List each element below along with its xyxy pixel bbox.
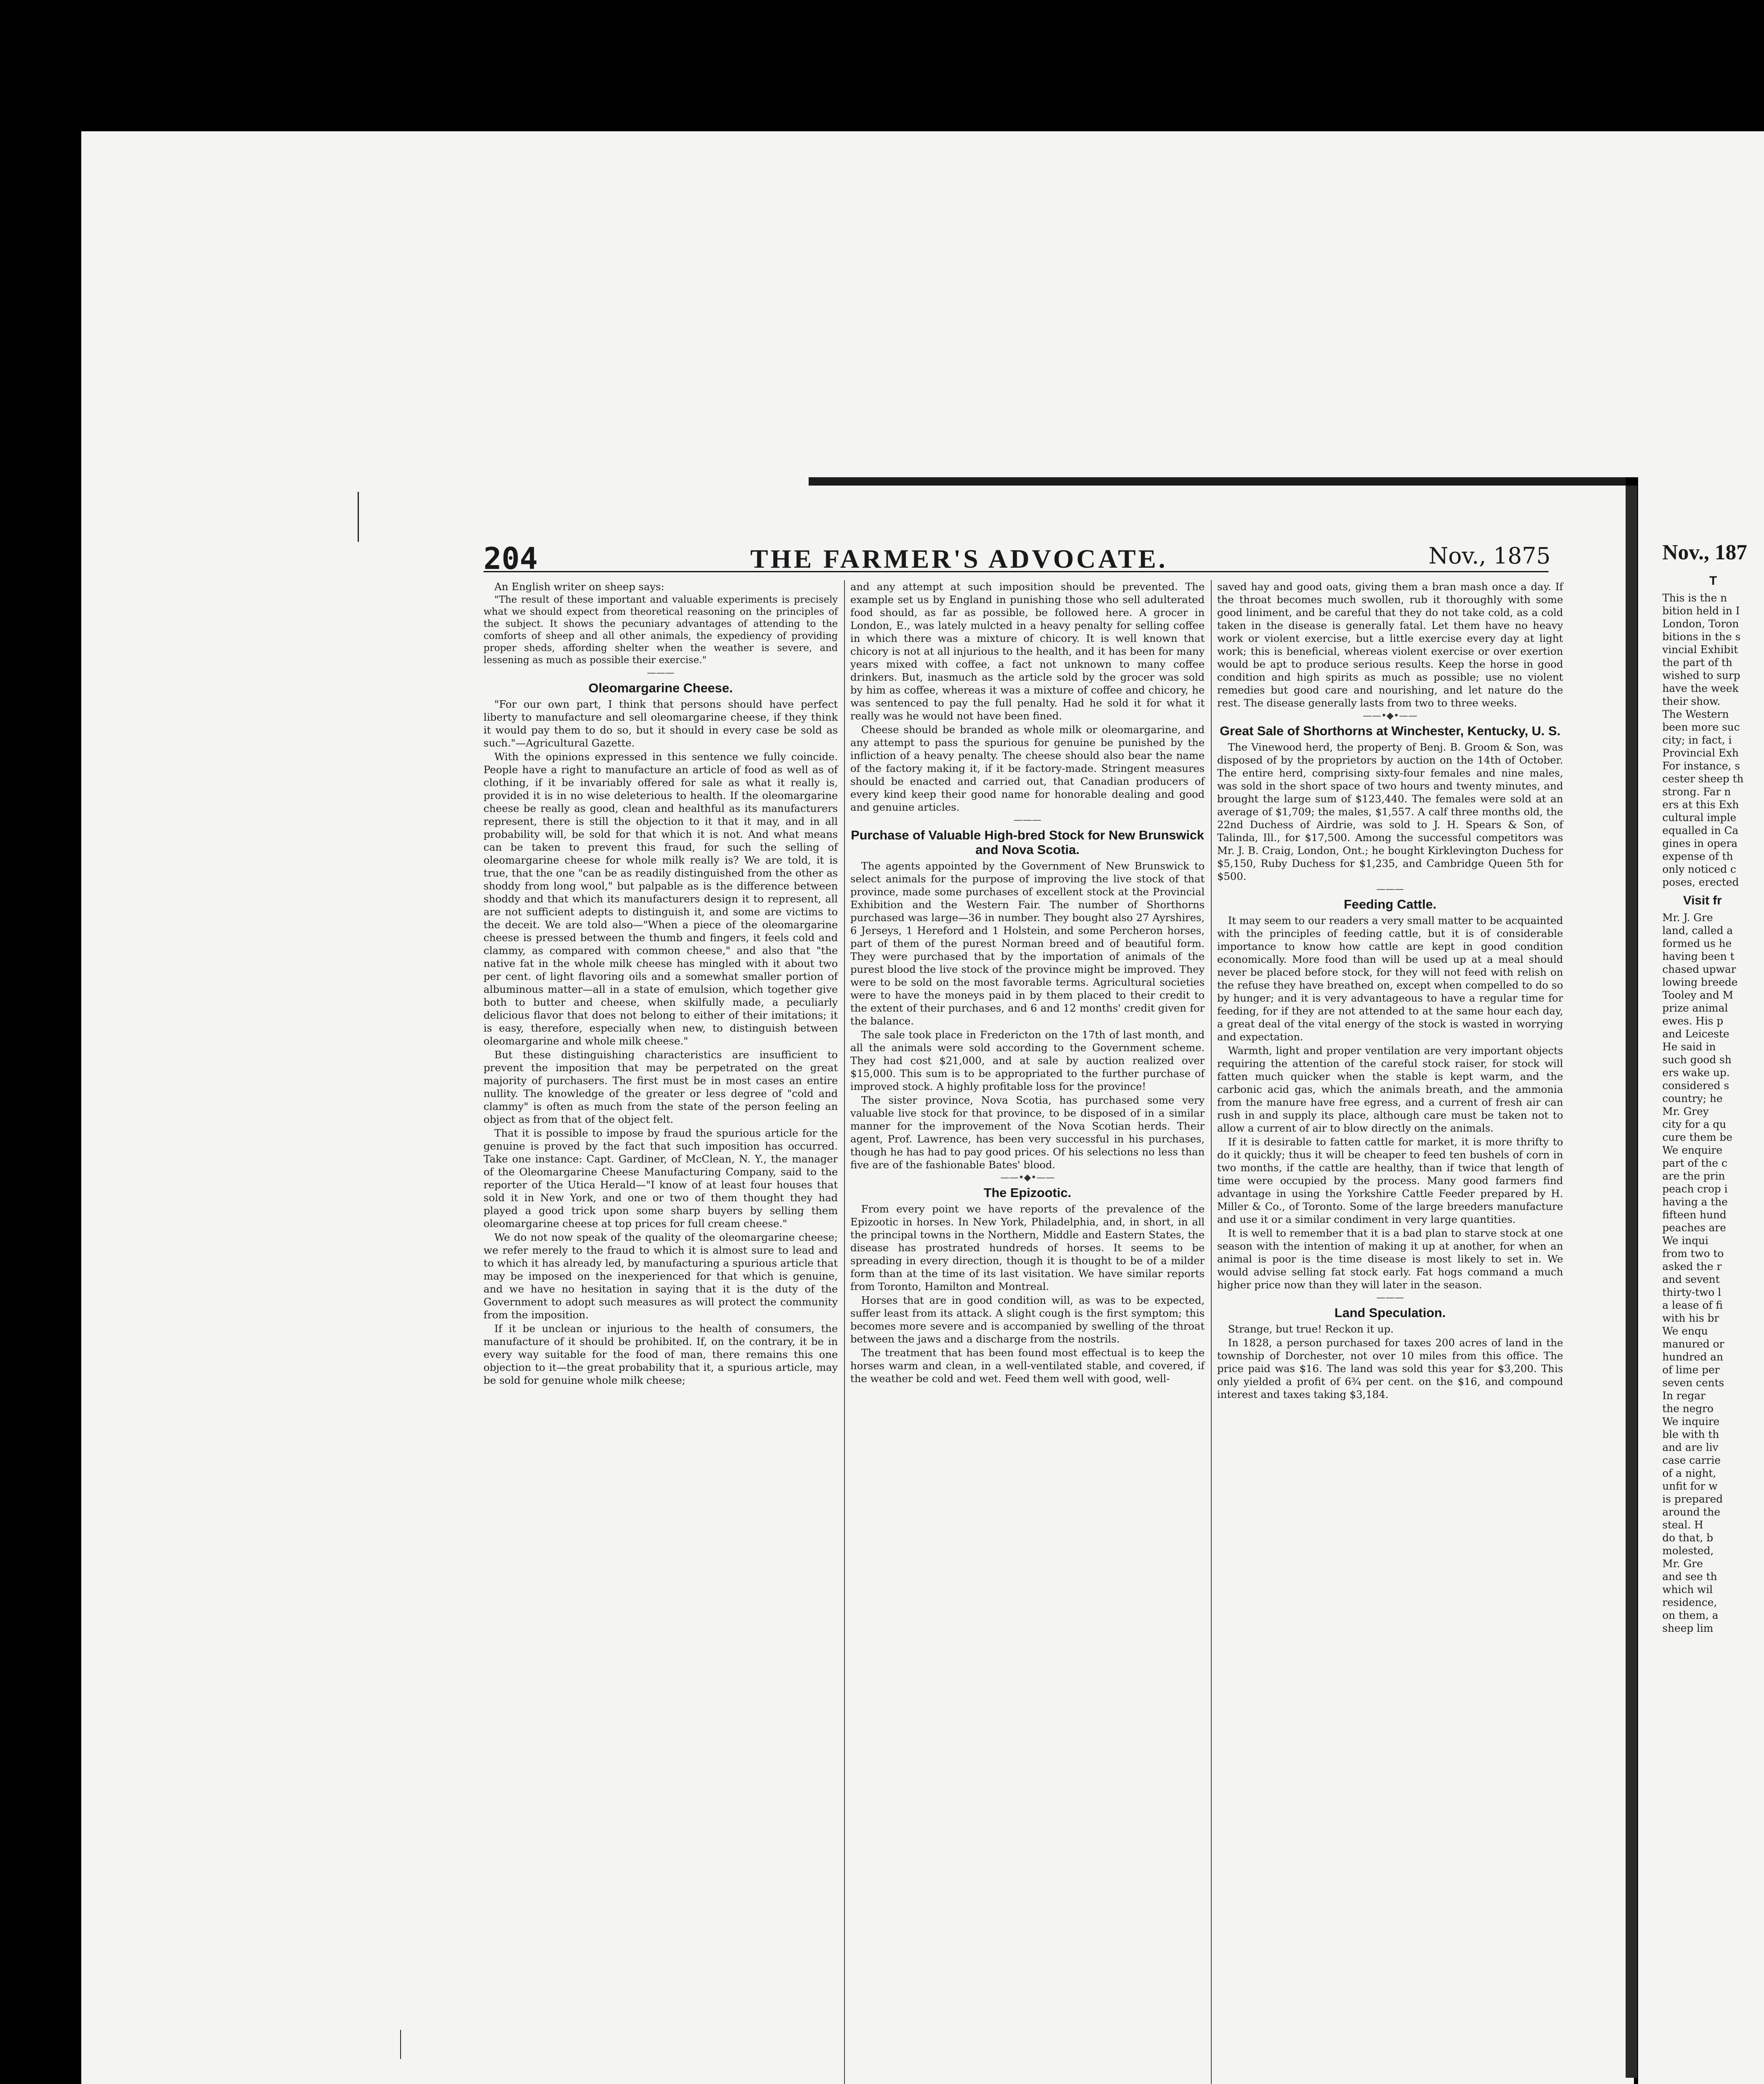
article-paragraph: The sister province, Nova Scotia, has purchased some very valuable live stock for that province, to be disposed of in a similar manner for the improvement of the Nova Scotian herds. Their agent, Prof. Lawrence, has been very successful in his purchases, though he has had to pay good prices. Of his selections no less than five are of the fashionable Bates' blood. [850,1094,1205,1171]
article-paragraph: and any attempt at such imposition should be prevented. The example set us by England in punishing those who sell adulterated food should, as far as possible, be followed here. A grocer in London, E., was lately mulcted in a heavy penalty for selling coffee in which there was a mixture of chicory. It is well known that chicory is not at all injurious to the health, and it has been for many years mixed with coffee, a fact not unknown to many coffee drinkers. But, inasmuch as the article sold by the grocer was sold by him as coffee, whereas it was a mixture of coffee and chicory, he was sentenced to pay the full penalty. Had he sold it for what it really was he would not have been fined. [850,581,1205,722]
text-line: formed us he [1662,937,1732,949]
text-line: gines in opera [1662,837,1738,849]
article-paragraph: "For our own part, I think that persons should have perfect liberty to manufacture and sell oleomargarine cheese, if they think it would pay them to do so, but it should in every case be sold as such."—Agricultural Gazette. [484,698,838,749]
text-line: case carrie [1662,1454,1721,1466]
text-line: having been t [1662,950,1734,962]
text-line: chased upwar [1662,963,1736,975]
article-paragraph: Cheese should be branded as whole milk or oleomargarine, and any attempt to pass the spurious for genuine be punished by the infliction of a heavy penalty. The cheese should also bear the name of the factory making it, if it be factory-made. Stringent measures should be enacted and carried out, that Canadian producers of every kind keep their good name for honorable dealing and good and genuine articles. [850,724,1205,813]
text-line: and sevent [1662,1273,1720,1285]
article-headline: The Epizootic. [983,1185,1072,1200]
article-paragraph: It is well to remember that it is a bad plan to starve stock at one season with the intention of making it up at another, for when an animal is poor is the time disease is most likely to set in. We would advise selling fat stock early. Fat hogs command a much higher price now than they will later in the season. [1217,1227,1563,1291]
article-paragraph: An English writer on sheep says: [494,581,664,593]
text-line: In regar [1662,1390,1706,1402]
text-line: have the week [1662,682,1739,694]
article-paragraph: The Vinewood herd, the property of Benj. B. Groom & Son, was disposed of by the proprietors by auction on the 14th of October. The entire herd, comprising sixty-four females and nine males, was sold in the short space of two hours and twenty minutes, and brought the large sum of $123,440. The females were sold at an average of $1,709; the males, $1,557. A calf three months old, the 22nd Duchess of Airdrie, was sold to J. H. Spears & Son, of Talinda, Ill., for $17,500. Among the successful competitors was Mr. J. B. Craig, London, Ont.; he bought Kirklevington Duchess for $5,150, Ruby Duchess for $1,235, and Cambridge Queen 5th for $500. [1217,741,1563,882]
section-separator: ——— [1014,815,1041,825]
text-line: Tooley and M [1662,989,1734,1001]
text-line: the part of th [1662,656,1733,669]
text-line: city; in fact, i [1662,734,1732,746]
text-line: of lime per [1662,1364,1720,1376]
text-line: unfit for w [1662,1480,1718,1492]
text-line: seven cents [1662,1377,1724,1389]
text-line: with his br [1662,1312,1719,1324]
text-line: city for a qu [1662,1118,1726,1130]
text-line: do that, b [1662,1532,1713,1544]
article-paragraph: The agents appointed by the Government of New Brunswick to select animals for the purpose of improving the live stock of that province, made some purchases of excellent stock at the Provincial Exhibition and the Western Fair. The number of Shorthorns purchased was large—36 in number. They bought also 27 Ayrshires, 6 Jerseys, 1 Hereford and 1 Holstein, and some Percheron horses, part of them of the purest Norman breed and of beautiful form. They were purchased that by the importation of animals of the purest blood the live stock of the province might be improved. They were to be sold on the most favorable terms. Agricultural societies were to have the moneys paid in by them placed to their credit to the extent of their purchases, and 6 and 12 months' credit given for the balance. [850,860,1205,1027]
text-line: Mr. J. Gre [1662,912,1713,924]
text-line: and Leiceste [1662,1028,1729,1040]
article-paragraph: That it is possible to impose by fraud the spurious article for the genuine is proved by the fact that such imposition has occurred. Take one instance: Capt. Gardiner, of McClean, N. Y., the manager of the Oleomargarine Cheese Manufacturing Company, said to the reporter of the Utica Herald—"I know of at least four houses that sold it in New York, and one or two of them thought they had played a good trick upon some sharp buyers by selling them oleomargarine cheese at top prices for full cream cheese." [484,1127,838,1230]
next-page-subhead: Visit fr [1683,894,1722,907]
article-paragraph: With the opinions expressed in this sentence we fully coincide. People have a right to manufacture an article of food as well as of clothing, if it be invariably offered for sale as what it really is, provided it is in no wise deleterious to health. If the oleomargarine cheese be really as good, clean and healthful as its manufacturers represent, there is still the objection to it that it may, and in all probability will, be sold for that which it is not. And what means can be taken to prevent this fraud, for such the selling of oleomargarine cheese for whole milk really is? We are told, it is true, that the one "can be as readily distinguished from the other as shoddy from long wool," but palpable as is the difference between shoddy and that which its manufacturers design it to represent, all are not sufficient adepts to distinguish it, and some are victims to the deceit. We are told also—"When a piece of the oleomargarine cheese is pressed between the thumb and fingers, it feels cold and clammy, as compared with common cheese," and also that "the native fat in the whole milk cheese has mingled with it about two per cent. of light flavoring oils and a somewhat smaller portion of albuminous matter—all in a state of emulsion, which together give both to butter and cheese, when skilfully made, a peculiarly delicious flavor that does not belong to either of their imitations; it is easy, therefore, especially when new, to distinguish between oleomargarine and whole milk cheese." [484,751,838,1047]
article-paragraph: If it be unclean or injurious to the health of consumers, the manufacture of it should be prohibited. If, on the contrary, it be in every way suitable for the food of man, there remains this one objection to it—the great probability that it, a spurious article, may be sold for genuine whole milk cheese; [484,1323,838,1386]
text-line: on them, a [1662,1609,1719,1621]
text-line: ers at this Exh [1662,799,1739,811]
text-line: cultural imple [1662,812,1736,824]
text-line: cester sheep th [1662,773,1744,785]
text-line: considered s [1662,1080,1729,1092]
text-line: ers wake up. [1662,1067,1730,1079]
page-number: 204 [484,541,538,576]
text-line: of a night, [1662,1467,1716,1479]
next-page-fragment [1654,538,1764,2059]
text-line: asked the r [1662,1260,1722,1272]
text-line: fifteen hund [1662,1209,1726,1221]
section-separator: ——•◆•—— [1363,711,1418,721]
text-line: bition held in I [1662,605,1740,617]
text-line: and see th [1662,1571,1717,1583]
text-line: strong. Far n [1662,786,1731,798]
text-line: We inquire [1662,1415,1720,1428]
text-line: thirty-two l [1662,1286,1721,1298]
next-page-date: Nov., 187 [1662,541,1747,564]
text-line: equalled in Ca [1662,824,1739,837]
issue-date: Nov., 1875 [1428,543,1551,569]
text-line: For instance, s [1662,760,1740,772]
text-line: sheep lim [1662,1622,1714,1634]
text-line: vincial Exhibit [1662,644,1738,656]
text-line: wished to surp [1662,669,1740,681]
text-line: lowing breede [1662,976,1738,988]
next-page-text [1654,591,1764,889]
masthead-rule [484,571,1549,572]
text-line: He said in [1662,1041,1716,1053]
text-line: and are liv [1662,1441,1719,1453]
text-line: London, Toron [1662,618,1739,630]
column-divider [1211,580,1212,2084]
text-line: from two to [1662,1247,1724,1260]
text-line: peaches are [1662,1222,1726,1234]
upper-page-shadow [809,477,1626,486]
article-paragraph: In 1828, a person purchased for taxes 200 acres of land in the township of Dorchester, not over 10 miles from this office. The price paid was $16. The land was sold this year for $3,200. This only yielded a profit of 6¾ per cent. on the $16, and compound interest and taxes taking $3,184. [1217,1337,1563,1400]
section-separator: ——— [1376,1292,1404,1303]
text-line: around the [1662,1506,1721,1518]
text-line: having a the [1662,1196,1728,1208]
text-line: We inqui [1662,1235,1709,1247]
article-paragraph: If it is desirable to fatten cattle for market, it is more thrifty to do it quickly; thus it will be cheaper to feed ten bushels of corn in two months, if the cattle are healthy, than if twice that length of time were occupied by the process. Many good farmers find advantage in using the Yorkshire Cattle Feeder prepared by H. Miller & Co., of Toronto. Some of the large breeders manufacture and use it or a similar condiment in very large quantities. [1217,1136,1563,1225]
column-1 [484,580,838,1388]
text-line: Provincial Exh [1662,747,1739,759]
article-paragraph: Horses that are in good condition will, as was to be expected, suffer least from its attack. A slight cough is the first symptom; this becomes more severe and is accompanied by swelling of the throat between the jaws and a discharge from the nostrils. [850,1294,1205,1345]
text-line: Mr. Grey [1662,1105,1709,1117]
text-line: are the prin [1662,1170,1725,1182]
next-page-text-2 [1654,911,1764,1635]
page-fold-shadow [1626,486,1637,2078]
article-paragraph: It may seem to our readers a very small matter to be acquainted with the principles of feeding cattle, but it is of considerable importance to know how cattle are kept in good condition economically. More food than will be used up at a meal should never be placed before stock, for they will not feed with relish on the refuse they have breathed on, except when compelled to do so by hunger; and it is very advantageous to have a regular time for feeding, for if they are not attended to at the same hour each day, a great deal of the vital energy of the stock is wasted in worrying and expectation. [1217,914,1563,1043]
text-line: We enquire [1662,1144,1723,1156]
column-3 [1217,580,1563,1402]
text-line: prize animal [1662,1002,1728,1014]
text-line: which wil [1662,1583,1713,1596]
article-paragraph: From every point we have reports of the prevalence of the Epizootic in horses. In New York, Philadelphia, and, in short, in all the principal towns in the Northern, Middle and Eastern States, the disease has prostrated hundreds of horses. It seems to be spreading in every direction, though it is thought to be of a milder form than at the time of its last visitation. We have similar reports from Toronto, Hamilton and Montreal. [850,1203,1205,1292]
text-line: residence, [1662,1596,1717,1608]
text-line: peach crop i [1662,1183,1728,1195]
column-2 [850,580,1205,1386]
text-line: steal. H [1662,1519,1704,1531]
article-paragraph: saved hay and good oats, giving them a bran mash once a day. If the throat becomes much swollen, rub it thoroughly with some good liniment, and be careful that they do not take cold, as a cold taken in the disease is generally fatal. Let them have no heavy work or violent exercise, but a little exercise every day at light work; this is beneficial, whereas violent exercise or over exertion would be apt to produce serious results. Keep the horse in good condition and high spirits as much as possible; use no violent remedies but good care and nourishing, and let nature do the rest. The disease generally lasts from two to three weeks. [1217,581,1563,709]
newspaper-title: THE FARMER'S ADVOCATE. [750,544,1168,574]
article-paragraph: "The result of these important and valuable experiments is precisely what we should expect from theoretical reasoning on the principles of the subject. It shows the pecuniary advantages of attending to the comforts of sheep and all other animals, the expediency of providing proper sheds, affording shelter when the weather is severe, and lessening as much as possible their exercise." [484,594,838,666]
article-headline: Purchase of Valuable High-bred Stock for New Brunswick and Nova Scotia. [851,828,1204,857]
text-line: such good sh [1662,1054,1731,1066]
text-line: a lease of fi [1662,1299,1723,1311]
section-separator: ——— [647,668,674,678]
text-line: is prepared [1662,1493,1723,1505]
text-line: Mr. Gre [1662,1558,1703,1570]
text-line: poses, erected [1662,876,1739,888]
text-line: land, called a [1662,924,1733,937]
text-line: molested, [1662,1545,1714,1557]
text-line: hundred an [1662,1351,1724,1363]
article-headline: Feeding Cattle. [1343,897,1437,912]
text-line: The Western [1662,708,1729,720]
article-headline: Oleomargarine Cheese. [588,681,733,695]
text-line: bitions in the s [1662,631,1741,643]
column-divider [844,580,845,2084]
scan-mark [358,492,359,542]
article-paragraph: We do not now speak of the quality of the oleomargarine cheese; we refer merely to the fraud to which it is almost sure to lead and to which it has already led, by manufacturing a spurious article that may be imposed on the inexperienced for that which is genuine, and we have no hesitation in saying that it is the duty of the Government to adopt such measures as will protect the community from the imposition. [484,1231,838,1321]
article-paragraph: Warmth, light and proper ventilation are very important objects requiring the attention of the careful stock raiser, for stock will fatten much quicker when the stable is kept warm, and the carbonic acid gas, which the animals breath, and the ammonia from the manure have free egress, and a current of fresh air can rush in and supply its place, although care must be taken not to allow a current of air to blow directly on the animals. [1217,1045,1563,1134]
text-line: This is the n [1662,592,1727,604]
upper-page-sheet [81,131,1764,477]
text-line: manured or [1662,1338,1724,1350]
text-line: ewes. His p [1662,1015,1724,1027]
bottom-scan-border [1638,2057,1764,2084]
text-line: the negro [1662,1403,1714,1415]
article-paragraph: The sale took place in Fredericton on the 17th of last month, and all the animals were sold according to the Government scheme. They had cost $21,000, and at sale by auction realized over $15,000. This sum is to be appropriated to the further purchase of improved stock. A highly profitable loss for the province! [850,1029,1205,1092]
text-line: only noticed c [1662,863,1736,875]
section-separator: ——•◆•—— [1000,1172,1055,1183]
text-line: We enqu [1662,1325,1708,1337]
text-line: country; he [1662,1092,1723,1105]
text-line: been more suc [1662,721,1740,733]
page-masthead [484,541,1551,576]
article-paragraph: Strange, but true! Reckon it up. [1228,1323,1394,1335]
article-headline: Great Sale of Shorthorns at Winchester, Kentucky, U. S. [1220,724,1561,738]
text-line: ble with th [1662,1428,1719,1440]
text-line: their show. [1662,695,1721,707]
text-line: cure them be [1662,1131,1733,1143]
next-page-headline: T [1709,574,1717,588]
section-separator: ——— [1376,884,1404,894]
article-paragraph: The treatment that has been found most effectual is to keep the horses warm and clean, in a well-ventilated stable, and covered, if the weather be cold and wet. Feed them well with good, well- [850,1347,1205,1385]
article-paragraph: But these distinguishing characteristics are insufficient to prevent the imposition that may be perpetrated on the great majority of purchasers. The first must be in most cases an entire nullity. The knowledge of the greater or less degree of "cold and clammy" is often as much from the state of the person feeling an object as from that of the object felt. [484,1049,838,1125]
scan-mark [400,2030,401,2059]
text-line: expense of th [1662,850,1733,862]
article-headline: Land Speculation. [1334,1305,1446,1320]
text-line: part of the c [1662,1157,1727,1169]
